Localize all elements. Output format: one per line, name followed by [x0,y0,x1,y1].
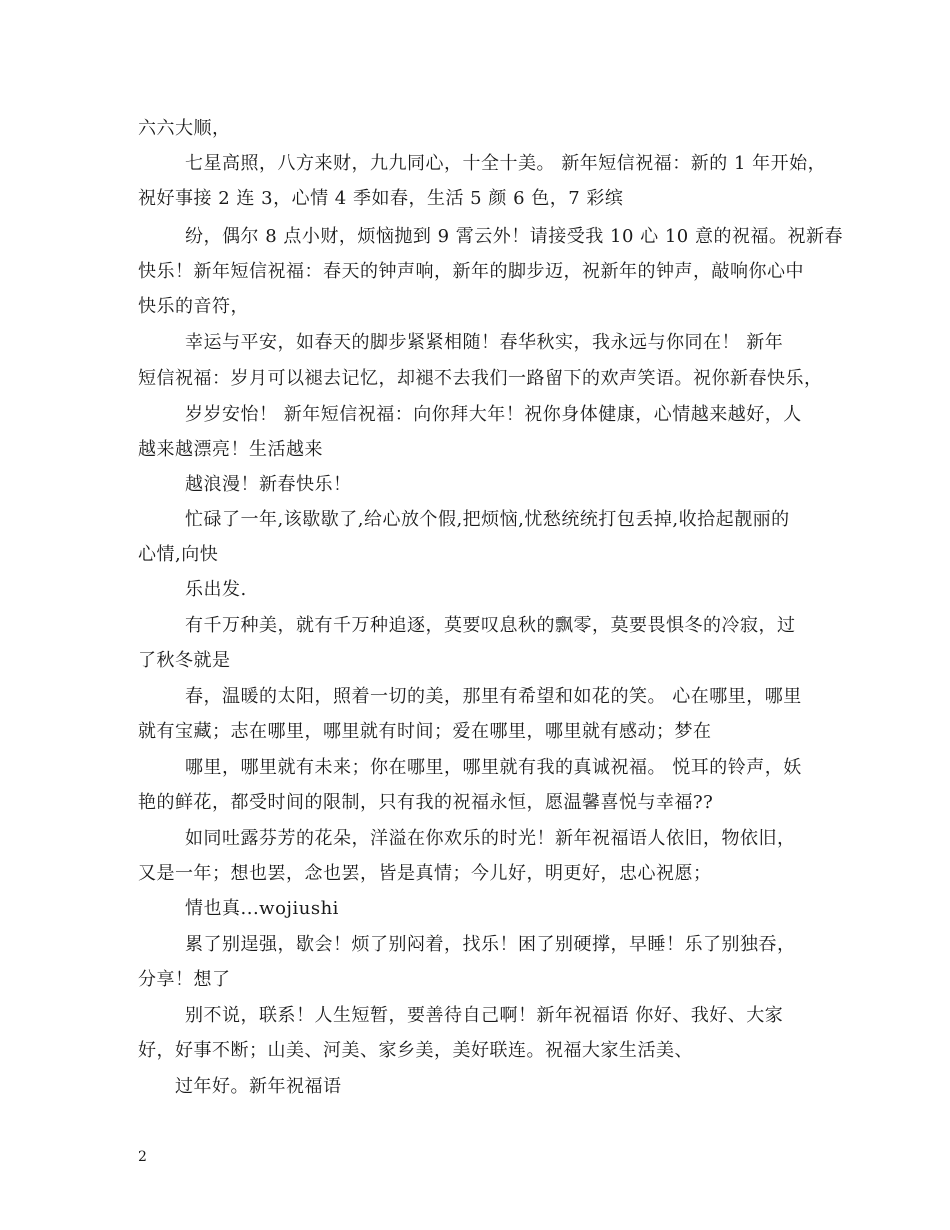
text-line: 又是一年；想也罢，念也罢，皆是真情；今儿好，明更好，忠心祝愿； [138,863,712,884]
text-line: 艳的鲜花，都受时间的限制，只有我的祝福永恒，愿温馨喜悦与幸福?? [138,792,714,813]
text-line: 好，好事不断；山美、河美、家乡美，美好联连。祝福大家生活美、 [138,1040,693,1061]
text-line: 分享！想了 [138,969,231,990]
text-line: 别不说，联系！人生短暂，要善待自己啊！新年祝福语 你好、我好、大家 [185,1005,784,1026]
text-line: 心情,向快 [138,544,219,565]
text-line: 就有宝藏；志在哪里，哪里就有时间；爱在哪里，哪里就有感动；梦在 [138,721,712,742]
text-line: 累了别逞强，歇会！烦了别闷着，找乐！困了别硬撑，早睡！乐了别独吞， [185,934,796,955]
text-line: 乐出发. [185,579,247,600]
text-line: 哪里，哪里就有未来；你在哪里，哪里就有我的真诚祝福。 悦耳的铃声，妖 [185,757,802,778]
text-line: 情也真...wojiushi [185,898,339,919]
text-line: 祝好事接 2 连 3，心情 4 季如春，生活 5 颜 6 色，7 彩缤 [138,188,624,209]
text-line: 忙碌了一年,该歇歇了,给心放个假,把烦恼,忧愁统统打包丢掉,收拾起靓丽的 [185,509,790,530]
text-line: 如同吐露芬芳的花朵，洋溢在你欢乐的时光！新年祝福语人依旧，物依旧， [185,828,796,849]
text-line: 过年好。新年祝福语 [175,1076,342,1097]
text-line: 越来越漂亮！生活越来 [138,439,323,460]
text-line: 七星高照，八方来财，九九同心，十全十美。 新年短信祝福：新的 1 年开始， [185,153,827,174]
text-line: 短信祝福：岁月可以褪去记忆，却褪不去我们一路留下的欢声笑语。祝你新春快乐， [138,368,823,389]
text-line: 越浪漫！新春快乐！ [185,474,352,495]
text-line: 纷，偶尔 8 点小财，烦恼抛到 9 霄云外！请接受我 10 心 10 意的祝福。祝新春 [185,226,843,247]
text-line: 幸运与平安，如春天的脚步紧紧相随！春华秋实，我永远与你同在！ 新年 [185,332,784,353]
text-line: 岁岁安怡！ 新年短信祝福：向你拜大年！祝你身体健康，心情越来越好，人 [185,404,802,425]
text-line: 六六大顺， [138,118,231,139]
page-number: 2 [138,1149,147,1165]
text-line: 快乐的音符， [138,296,249,317]
text-line: 快乐！新年短信祝福：春天的钟声响，新年的脚步迈，祝新年的钟声，敲响你心中 [138,261,804,282]
text-line: 春，温暖的太阳，照着一切的美，那里有希望和如花的笑。 心在哪里，哪里 [185,686,802,707]
text-line: 了秋冬就是 [138,650,231,671]
text-line: 有千万种美，就有千万种追逐，莫要叹息秋的飘零，莫要畏惧冬的冷寂，过 [185,615,796,636]
